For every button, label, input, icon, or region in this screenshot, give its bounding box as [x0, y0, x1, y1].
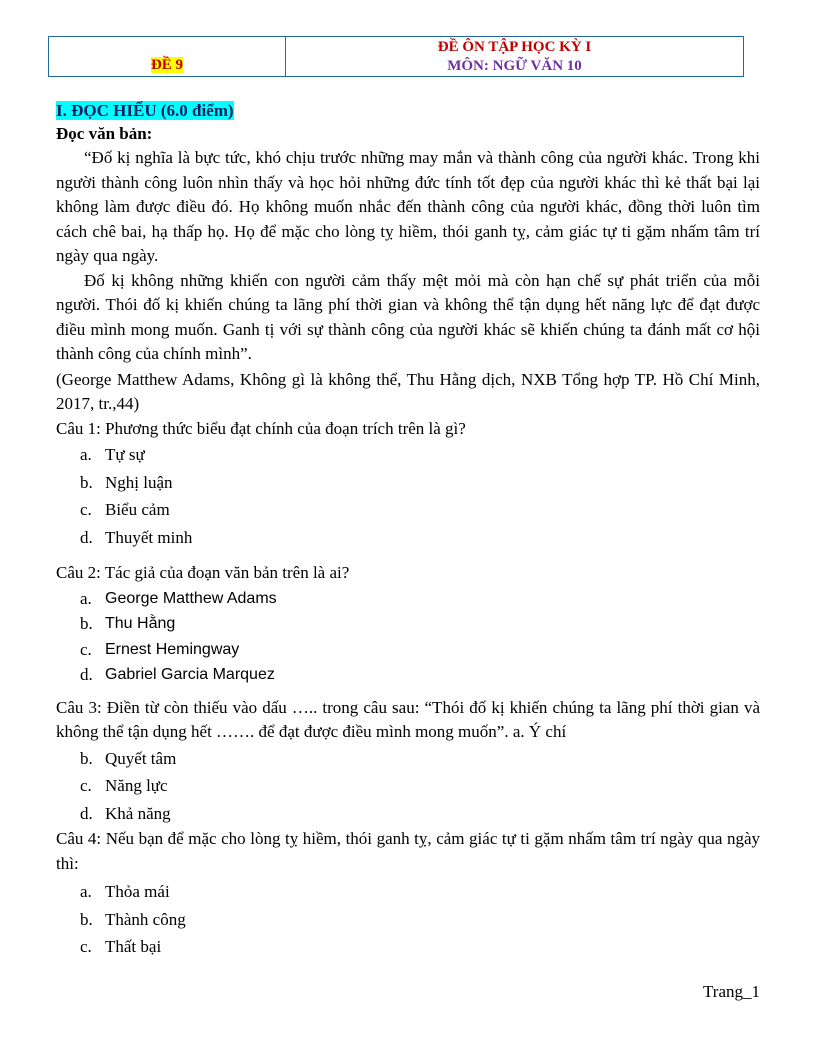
passage-paragraph-2: Đố kị không những khiến con người cảm thấy mệt mỏi mà còn hạn chế sự phát triển của mỗi người. Thói đố kị khiến chúng ta lãng phí thời gian và không thể tận dụng hết năng lực để đạt được điều mình mong muốn. Ganh tị với sự thành công của người khác sẽ khiến chúng ta đánh mất cơ hội thành công của chính mình”. — [56, 270, 760, 363]
option: c. Thất bại — [80, 937, 162, 956]
option: c. Ernest Hemingway — [80, 639, 240, 659]
page-number: Trang_1 — [703, 982, 760, 1001]
passage-source: (George Matthew Adams, Không gì là không thể, Thu Hằng dịch, NXB Tổng hợp TP. Hồ Chí Minh, 2017, tr.,44) — [56, 369, 760, 413]
question-text: Câu 1: Phương thức biểu đạt chính của đoạn trích trên là gì? — [56, 418, 466, 438]
question-3 — [56, 696, 760, 828]
section-title: I. ĐỌC HIỂU (6.0 điểm) — [56, 101, 234, 120]
question-text: Câu 2: Tác giả của đoạn văn bản trên là ai? — [56, 563, 350, 582]
question-1 — [56, 417, 760, 552]
document-body — [56, 100, 760, 961]
option: d. Khả năng — [80, 803, 171, 823]
option: a. Thỏa mái — [80, 882, 170, 901]
header-table — [48, 36, 744, 77]
question-text: Câu 3: Điền từ còn thiếu vào dấu ….. trong câu sau: “Thói đố kị khiến chúng ta lãng phí thời gian và không thể tận dụng hết ……. để đạt được điều mình mong muốn”. a. Ý chí — [56, 697, 760, 741]
question-4 — [56, 827, 760, 961]
exam-title: ĐỀ ÔN TẬP HỌC KỲ I — [437, 39, 592, 55]
question-text: Câu 4: Nếu bạn để mặc cho lòng tỵ hiềm, thói ganh tỵ, cảm giác tự ti gặm nhấm tâm trí ngày qua ngày thì: — [56, 829, 760, 873]
option: c. Năng lực — [80, 776, 168, 795]
option: d. Thuyết minh — [80, 527, 193, 547]
option: d. Gabriel Garcia Marquez — [80, 665, 275, 684]
option: b. Quyết tâm — [80, 748, 177, 768]
exam-subject: MÔN: NGỮ VĂN 10 — [447, 58, 582, 74]
read-label: Đọc văn bản: — [56, 124, 153, 143]
option: b. Thành công — [80, 909, 186, 929]
option: c. Biểu cảm — [80, 500, 170, 519]
option: b. Nghị luận — [80, 472, 173, 492]
option: a. Tự sự — [80, 445, 145, 464]
exam-number: ĐỀ 9 — [150, 57, 184, 73]
option: b. Thu Hằng — [80, 614, 176, 633]
question-2 — [56, 561, 760, 688]
option: a. George Matthew Adams — [80, 588, 277, 608]
exam-title-cell — [286, 37, 743, 76]
passage-paragraph-1: “Đố kị nghĩa là bực tức, khó chịu trước những may mắn và thành công của người khác. Trong khi người thành công luôn nhìn thấy và học hỏi những đức tính tốt đẹp của người khác thì kẻ thất bại lại không làm được điều đó. Họ không muốn nhắc đến thành công của người khác, đồng thời luôn tìm cách chê bai, hạ thấp họ. Họ để mặc cho lòng tỵ hiềm, thói ganh tỵ, cảm giác tự ti gặm nhấm tâm trí ngày qua ngày. — [56, 148, 760, 265]
exam-number-cell — [49, 37, 286, 76]
